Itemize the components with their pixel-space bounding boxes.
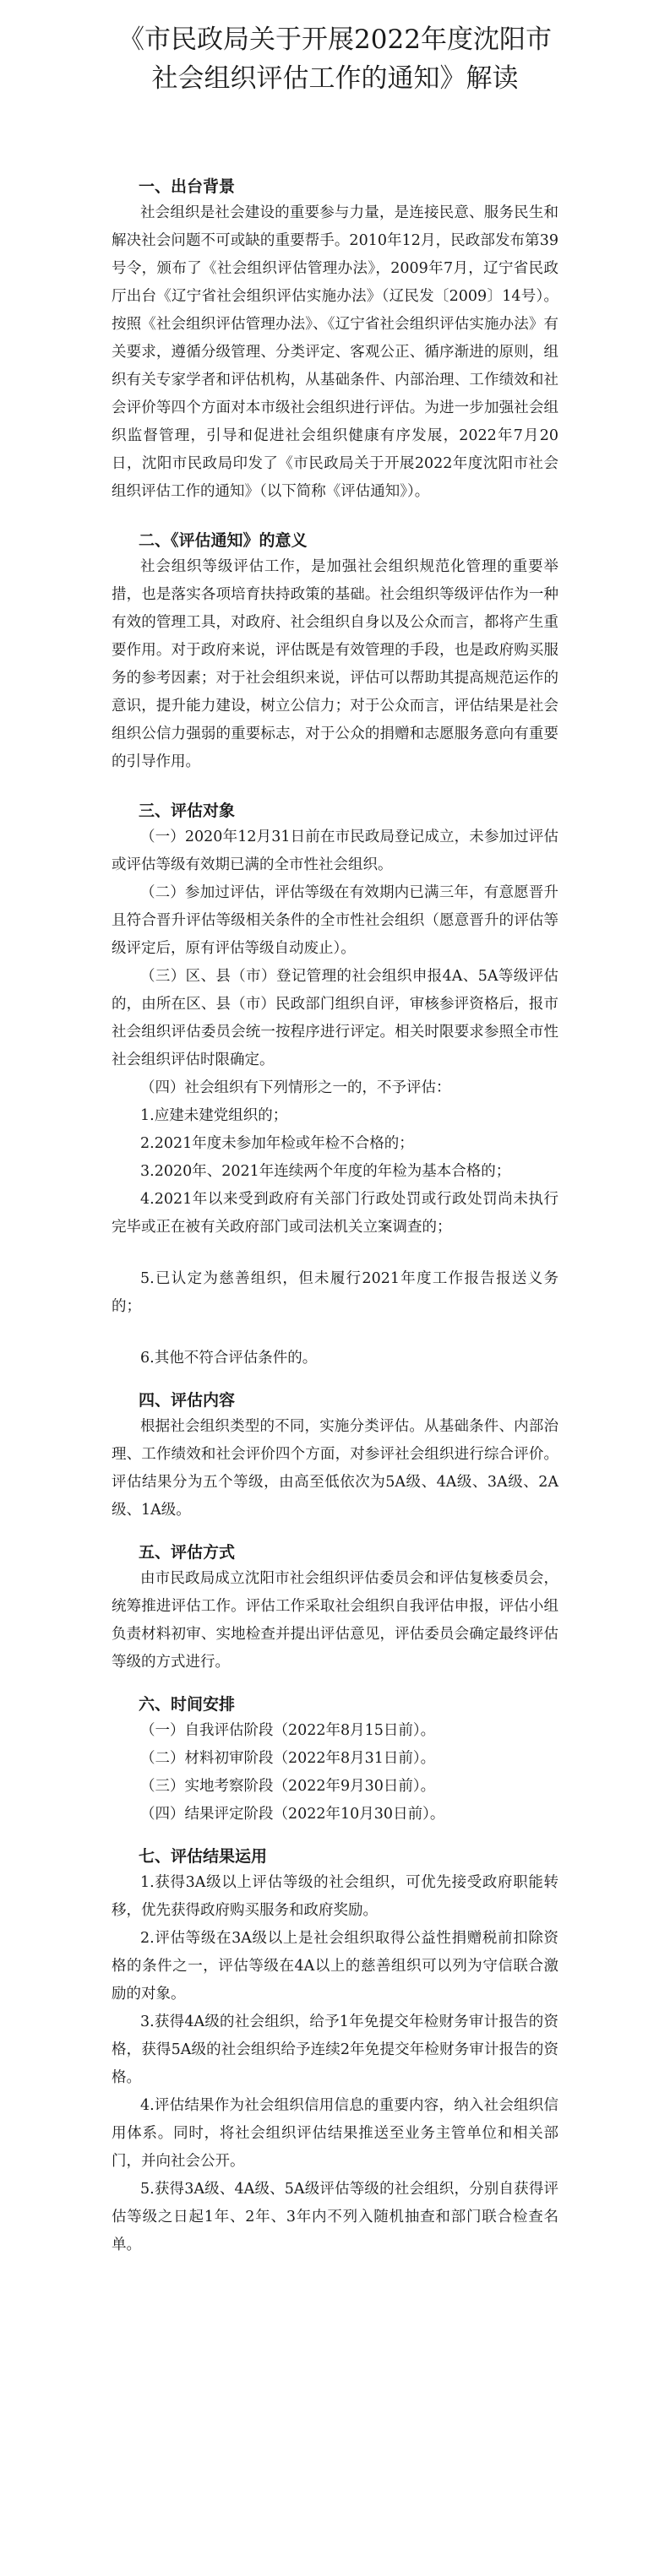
list-item: 5.获得3A级、4A级、5A级评估等级的社会组织，分别自获得评估等级之日起1年、2年、3年内不列入随机抽查和部门联合检查名单。 <box>112 2181 558 2253</box>
section-heading-results: 七、评估结果运用 <box>139 1847 268 1866</box>
section-heading-method: 五、评估方式 <box>139 1543 236 1562</box>
document-title: 《市民政局关于开展2022年度沈阳市社会组织评估工作的通知》解读 <box>118 24 552 94</box>
list-item: 1.获得3A级以上评估等级的社会组织，可优先接受政府职能转移，优先获得政府购买服务和政府奖励。 <box>112 1874 558 1919</box>
paragraph: （二）参加过评估，评估等级在有效期内已满三年，有意愿晋升且符合晋升评估等级相关条件的全市性社会组织（愿意晋升的评估等级评定后，原有评估等级自动废止）。 <box>112 884 558 957</box>
schedule-item: （二）材料初审阶段（2022年8月31日前）。 <box>140 1750 436 1767</box>
list-item: 3.获得4A级的社会组织，给予1年免提交年检财务审计报告的资格，获得5A级的社会组织给予连续2年免提交年检财务审计报告的资格。 <box>112 2014 558 2086</box>
paragraph: 社会组织等级评估工作，是加强社会组织规范化管理的重要举措，也是落实各项培育扶持政策的基础。社会组织等级评估作为一种有效的管理工具，对政府、社会组织自身以及公众而言，都将产生重要作用。对于政府来说，评估既是有效管理的手段，也是政府购买服务的参考因素；对于社会组织来说，评估可以帮助其提高规范运作的意识，提升能力建设，树立公信力；对于公众而言，评估结果是社会组织公信力强弱的重要标志，对于公众的捐赠和志愿服务意向有重要的引导作用。 <box>112 558 558 770</box>
section-heading-background: 一、出台背景 <box>139 177 236 196</box>
section-heading-content: 四、评估内容 <box>139 1391 236 1410</box>
paragraph: （四）社会组织有下列情形之一的，不予评估： <box>140 1079 451 1096</box>
list-item: 1.应建未建党组织的； <box>140 1107 288 1124</box>
list-item: 4.2021年以来受到政府有关部门行政处罚或行政处罚尚未执行完毕或正在被有关政府部门或司法机关立案调查的； <box>112 1191 558 1236</box>
paragraph: （一）2020年12月31日前在市民政局登记成立，未参加过评估或评估等级有效期已满的全市性社会组织。 <box>112 829 558 873</box>
section-heading-significance: 二、《评估通知》的意义 <box>139 531 308 550</box>
paragraph: （三）区、县（市）登记管理的社会组织申报4A、5A等级评估的，由所在区、县（市）民政部门组织自评，审核参评资格后，报市社会组织评估委员会统一按程序进行评定。相关时限要求参照全市性社会组织评估时限确定。 <box>112 968 558 1068</box>
schedule-item: （一）自我评估阶段（2022年8月15日前）。 <box>140 1722 436 1739</box>
section-heading-schedule: 六、时间安排 <box>139 1695 236 1714</box>
list-item: 4.评估结果作为社会组织信用信息的重要内容，纳入社会组织信用体系。同时，将社会组织评估结果推送至业务主管单位和相关部门，并向社会公开。 <box>112 2097 558 2170</box>
paragraph: 社会组织是社会建设的重要参与力量，是连接民意、服务民生和解决社会问题不可或缺的重要帮手。2010年12月，民政部发布第39号令，颁布了《社会组织评估管理办法》，2009年7月，辽宁省民政厅出台《辽宁省社会组织评估实施办法》（辽民发〔2009〕14号）。按照《社会组织评估管理办法》、《辽宁省社会组织评估实施办法》有关要求，遵循分级管理、分类评定、客观公正、循序渐进的原则，组织有关专家学者和评估机构，从基础条件、内部治理、工作绩效和社会评价等四个方面对本市级社会组织进行评估。为进一步加强社会组织监督管理，引导和促进社会组织健康有序发展，2022年7月20日，沈阳市民政局印发了《市民政局关于开展2022年度沈阳市社会组织评估工作的通知》（以下简称《评估通知》）。 <box>112 204 558 500</box>
section-heading-targets: 三、评估对象 <box>139 802 236 820</box>
schedule-item: （三）实地考察阶段（2022年9月30日前）。 <box>140 1778 436 1795</box>
paragraph: 根据社会组织类型的不同，实施分类评估。从基础条件、内部治理、工作绩效和社会评价四个方面，对参评社会组织进行综合评价。评估结果分为五个等级，由高至低依次为5A级、4A级、3A级、2A级、1A级。 <box>112 1418 558 1519</box>
paragraph: 由市民政局成立沈阳市社会组织评估委员会和评估复核委员会，统筹推进评估工作。评估工作采取社会组织自我评估申报，评估小组负责材料初审、实地检查并提出评估意见，评估委员会确定最终评估等级的方式进行。 <box>112 1570 558 1671</box>
list-item: 6.其他不符合评估条件的。 <box>140 1350 318 1367</box>
schedule-item: （四）结果评定阶段（2022年10月30日前）。 <box>140 1806 445 1823</box>
list-item: 5.已认定为慈善组织，但未履行2021年度工作报告报送义务的； <box>112 1270 558 1315</box>
list-item: 2.2021年度未参加年检或年检不合格的； <box>140 1135 414 1152</box>
list-item: 2.评估等级在3A级以上是社会组织取得公益性捐赠税前扣除资格的条件之一，评估等级在4A以上的慈善组织可以列为守信联合激励的对象。 <box>112 1930 558 2003</box>
list-item: 3.2020年、2021年连续两个年度的年检为基本合格的； <box>140 1163 511 1180</box>
